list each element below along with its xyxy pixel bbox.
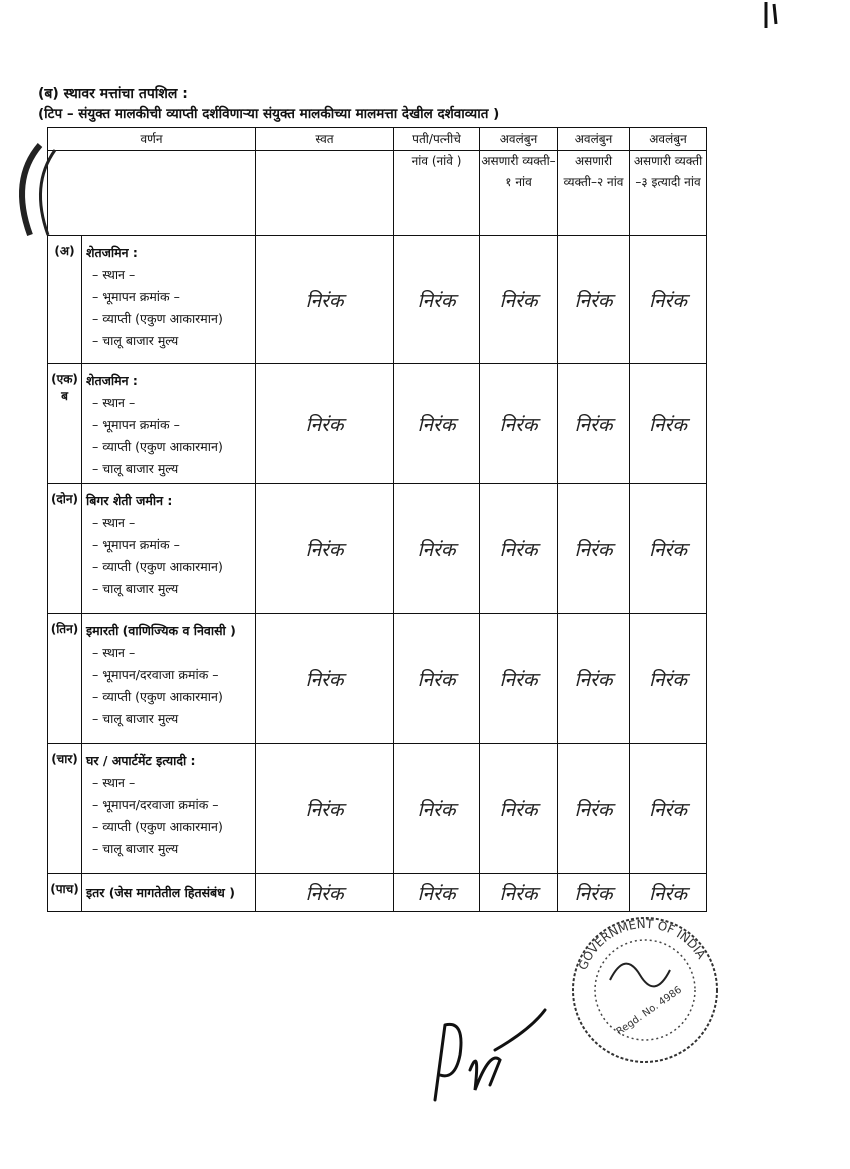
value-self: निरंक xyxy=(256,484,394,614)
row-item: – स्थान – xyxy=(92,267,136,282)
corner-mark xyxy=(758,0,788,30)
row-marker xyxy=(48,484,82,614)
table-row xyxy=(48,874,707,912)
row-number: (एक) xyxy=(51,372,78,386)
value-self: निरंक xyxy=(256,236,394,364)
value-spouse: निरंक xyxy=(394,484,480,614)
value-dependent-2: निरंक xyxy=(558,614,630,744)
table-row xyxy=(48,614,707,744)
value-dependent-3: निरंक xyxy=(630,364,707,484)
section-note: (टिप – संयुक्त मालकीची व्याप्ती दर्शविणाऱ्या संयुक्त मालकीच्या मालमत्ता देखील दर्शवाव्यात ) xyxy=(38,106,500,122)
col-subheader-dependent-3: असणारी व्यक्ती –३ इत्यादी नांव xyxy=(630,151,707,236)
value-dependent-1: निरंक xyxy=(480,874,558,912)
row-item: – भूमापन क्रमांक – xyxy=(92,537,180,552)
value-self: निरंक xyxy=(256,614,394,744)
value-spouse: निरंक xyxy=(394,364,480,484)
value-self: निरंक xyxy=(256,874,394,912)
row-item: – व्याप्ती (एकुण आकारमान) xyxy=(92,559,223,574)
row-item: – स्थान – xyxy=(92,645,136,660)
row-description xyxy=(82,744,256,874)
row-marker xyxy=(48,614,82,744)
row-item: – भूमापन क्रमांक – xyxy=(92,289,180,304)
value-spouse: निरंक xyxy=(394,614,480,744)
table-row xyxy=(48,364,707,484)
immovable-assets-table xyxy=(47,127,707,912)
value-dependent-2: निरंक xyxy=(558,236,630,364)
value-dependent-1: निरंक xyxy=(480,236,558,364)
table-row xyxy=(48,744,707,874)
row-description xyxy=(82,484,256,614)
row-title: बिगर शेती जमीन : xyxy=(86,493,173,508)
row-sub-number: ब xyxy=(61,389,68,403)
table-row xyxy=(48,484,707,614)
value-dependent-2: निरंक xyxy=(558,364,630,484)
row-description xyxy=(82,364,256,484)
row-item: – चालू बाजार मुल्य xyxy=(92,461,179,476)
col-header-spouse: पती/पत्नीचे xyxy=(394,128,480,151)
value-self: निरंक xyxy=(256,364,394,484)
row-item: – व्याप्ती (एकुण आकारमान) xyxy=(92,689,223,704)
row-marker xyxy=(48,236,82,364)
row-description xyxy=(82,874,256,912)
row-item: – भूमापन/दरवाजा क्रमांक – xyxy=(92,667,219,682)
value-dependent-3: निरंक xyxy=(630,484,707,614)
row-marker xyxy=(48,874,82,912)
row-marker xyxy=(48,364,82,484)
value-dependent-3: निरंक xyxy=(630,614,707,744)
row-number: (पाच) xyxy=(50,882,79,896)
col-subheader-spouse: नांव (नांवे ) xyxy=(394,151,480,236)
col-header-dependent-3: अवलंबुन xyxy=(630,128,707,151)
value-dependent-1: निरंक xyxy=(480,364,558,484)
value-dependent-3: निरंक xyxy=(630,744,707,874)
row-item: – व्याप्ती (एकुण आकारमान) xyxy=(92,439,223,454)
row-number: (चार) xyxy=(51,752,78,766)
signature xyxy=(420,1000,560,1110)
row-item: – चालू बाजार मुल्य xyxy=(92,841,179,856)
value-dependent-2: निरंक xyxy=(558,484,630,614)
row-number: (अ) xyxy=(54,244,75,258)
col-header-dependent-1: अवलंबुन xyxy=(480,128,558,151)
value-spouse: निरंक xyxy=(394,744,480,874)
row-item: – चालू बाजार मुल्य xyxy=(92,581,179,596)
table-header-row-2 xyxy=(48,151,707,236)
col-subheader-dependent-2: असणारी व्यक्ती–२ नांव xyxy=(558,151,630,236)
row-item: – भूमापन/दरवाजा क्रमांक – xyxy=(92,797,219,812)
row-marker xyxy=(48,744,82,874)
col-header-self: स्वत xyxy=(256,128,394,151)
row-number: (तिन) xyxy=(50,622,79,636)
col-header-description: वर्णन xyxy=(48,128,256,151)
value-dependent-2: निरंक xyxy=(558,744,630,874)
row-item: – स्थान – xyxy=(92,515,136,530)
stamp-reg-text: Regd. No. 4986 xyxy=(614,984,684,1038)
official-stamp xyxy=(565,910,725,1070)
row-title: शेतजमिन : xyxy=(86,373,138,388)
value-dependent-2: निरंक xyxy=(558,874,630,912)
value-dependent-3: निरंक xyxy=(630,874,707,912)
row-description xyxy=(82,236,256,364)
partial-stamp-edge xyxy=(0,140,80,240)
section-heading: (ब) स्थावर मत्तांचा तपशिल : xyxy=(38,86,188,102)
row-item: – स्थान – xyxy=(92,775,136,790)
value-dependent-1: निरंक xyxy=(480,744,558,874)
svg-text:GOVERNMENT OF INDIA xyxy=(576,917,709,972)
value-spouse: निरंक xyxy=(394,874,480,912)
table-row xyxy=(48,236,707,364)
row-description xyxy=(82,614,256,744)
row-title: इमारती (वाणिज्यिक व निवासी ) xyxy=(86,623,236,638)
row-item: – चालू बाजार मुल्य xyxy=(92,711,179,726)
row-title: इतर (जेस मागतेतील हितसंबंध ) xyxy=(86,885,235,900)
row-item: – भूमापन क्रमांक – xyxy=(92,417,180,432)
value-dependent-3: निरंक xyxy=(630,236,707,364)
row-title: शेतजमिन : xyxy=(86,245,138,260)
col-subheader-dependent-1: असणारी व्यक्ती–१ नांव xyxy=(480,151,558,236)
value-dependent-1: निरंक xyxy=(480,614,558,744)
stamp-text: GOVERNMENT OF INDIA xyxy=(575,916,709,972)
col-subheader-self xyxy=(256,151,394,236)
row-item: – व्याप्ती (एकुण आकारमान) xyxy=(92,819,223,834)
value-self: निरंक xyxy=(256,744,394,874)
value-dependent-1: निरंक xyxy=(480,484,558,614)
row-item: – चालू बाजार मुल्य xyxy=(92,333,179,348)
table-header-row-1 xyxy=(48,128,707,151)
value-spouse: निरंक xyxy=(394,236,480,364)
row-number: (दोन) xyxy=(50,492,79,506)
row-item: – स्थान – xyxy=(92,395,136,410)
row-item: – व्याप्ती (एकुण आकारमान) xyxy=(92,311,223,326)
col-header-dependent-2: अवलंबुन xyxy=(558,128,630,151)
row-title: घर / अपार्टमेंट इत्यादी : xyxy=(86,753,196,768)
